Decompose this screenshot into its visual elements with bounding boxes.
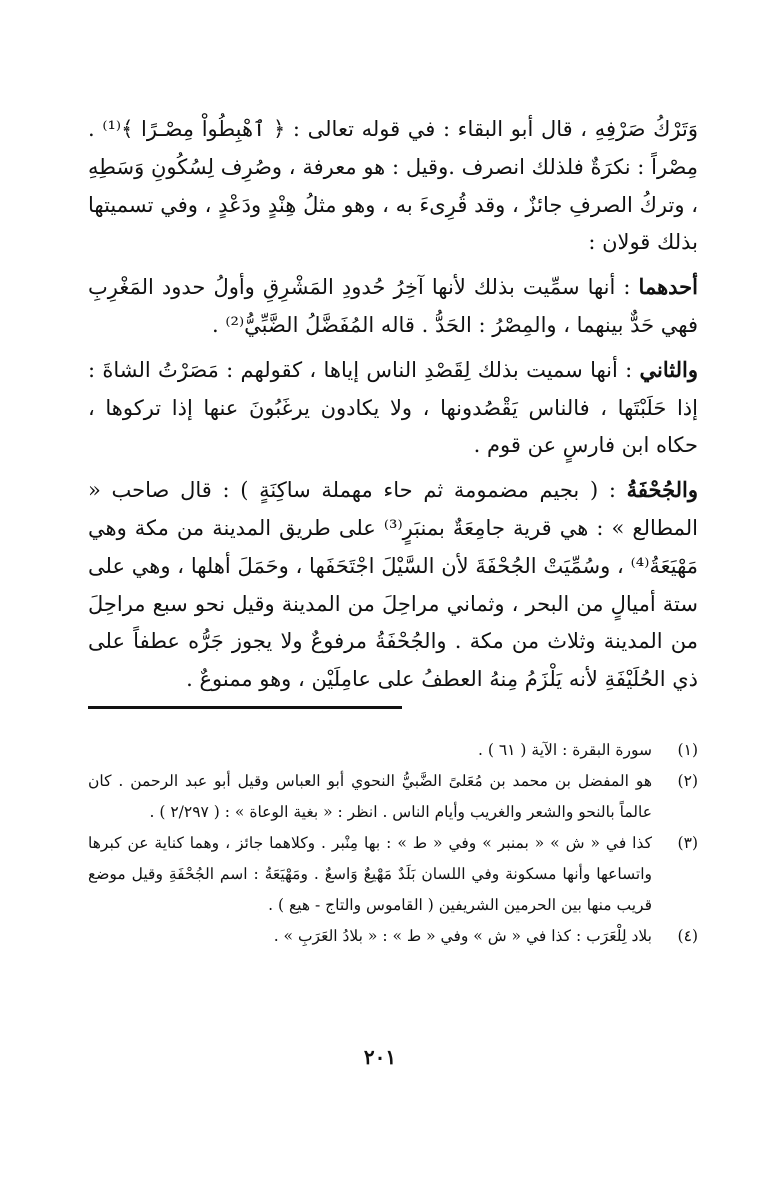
footnote-2 xyxy=(88,766,698,828)
footnote-text: بلاد لِلْعَرَب : كذا في « ش » وفي « ط » : « بلادُ العَرَبِ » . xyxy=(273,927,652,945)
body-paragraph-3 xyxy=(88,351,698,465)
footnote-4 xyxy=(88,921,698,952)
footnote-number: (٣) xyxy=(677,834,698,852)
footnote-1 xyxy=(88,735,698,766)
main-text-block xyxy=(88,110,698,699)
paragraph-lead: والجُحْفَةُ xyxy=(626,477,698,503)
paragraph-lead: والثاني xyxy=(639,356,698,382)
body-paragraph-1 xyxy=(88,110,698,262)
body-paragraph-2 xyxy=(88,268,698,345)
footnote-text: كذا في « ش » « بمنبر » وفي « ط » : بها مِنْبر . وكلاهما جائز ، وهما كناية عن كبرها واتساعها وأنها مسكونة وفي اللسان بَلَدٌ مَهْيعٌ وَاسعٌ . ومَهْيَعَةُ : اسم الجُحْفَةِ وقيل موضع قريب منها بين الحرمين الشريفين ( القاموس والتاج - هيع ) . xyxy=(88,834,652,914)
footnotes-block xyxy=(88,735,698,952)
paragraph-lead: أحدهما xyxy=(638,274,698,300)
footnote-3 xyxy=(88,828,698,921)
footnote-number: (٤) xyxy=(677,927,698,945)
paragraph-text: : أنها سمِّيت بذلك لأنها آخِرُ حُدودِ المَشْرِقِ وأولُ حدود المَغْرِبِ فهي حَدٌّ بينهما ، والمِصْرُ : الحَدُّ . قاله المُفَضَّلُ الضَّبِّيُّ⁽²⁾ . xyxy=(88,275,698,337)
footnote-number: (١) xyxy=(677,741,698,759)
paragraph-text: : ( بجيم مضمومة ثم حاء مهملة ساكِنَةٍ ) : قال صاحب « المطالع » : هي قرية جامِعَةٌ بمنبَرٍ⁽³⁾ على طريق المدينة من مكة وهي مَهْيَعَةُ⁽⁴⁾ ، وسُمِّيَتْ الجُحْفَةَ لأن السَّيْلَ اجْتَحَفَها ، وحَمَلَ أهلها ، وهي على ستة أميالٍ من البحر ، وثماني مراحِلَ من المدينة وقيل نحو سبع مراحِلَ من المدينة وثلاث من مكة . والجُحْفَةُ مرفوعٌ ولا يجوز جَرُّه عطفاً على ذي الحُلَيْفَةِ لأنه يَلْزَمُ مِنهُ العطفُ على عامِلَيْن ، وهو ممنوعٌ . xyxy=(88,478,699,692)
footnote-text: هو المفضل بن محمد بن مُعَلىً الضَّبيُّ النحوي أبو العباس وقيل أبو عبد الرحمن . كان عالماً بالنحو والشعر والغريب وأيام الناس . انظر : « بغية الوعاة » : ( ٢/٢٩٧ ) . xyxy=(88,772,653,821)
paragraph-text: : أنها سميت بذلك لِقَصْدِ الناس إياها ، كقولهم : مَصَرْتُ الشاةَ : إذا حَلَبْتَها ، فالناس يَقْصُدونها ، ولا يكادون يرغَبُونَ عنها إذا تركوها ، حكاه ابن فارسٍ عن قوم . xyxy=(88,357,698,458)
footnote-separator xyxy=(88,706,402,709)
page-number: ٢٠١ xyxy=(363,1045,397,1069)
body-paragraph-4 xyxy=(88,471,698,699)
footnote-text: سورة البقرة : الآية ( ٦١ ) . xyxy=(478,741,652,759)
paragraph-text: وَتَرْكُ صَرْفِهِ ، قال أبو البقاء : في قوله تعالى : ﴿ ٱهْبِطُواْ مِصْـرًا ﴾⁽¹⁾ . مِصْراً : نكرَةٌ فلذلك انصرف .وقيل : هو معرفة ، وصُرِف لِسُكُونِ وَسَطِهِ ، وتركُ الصرفِ جائزٌ ، وقد قُرِىءَ به ، وهو مثلُ هِنْدٍ ودَعْدٍ ، وفي تسميتها بذلك قولان : xyxy=(88,117,698,255)
footnote-number: (٢) xyxy=(677,772,698,790)
